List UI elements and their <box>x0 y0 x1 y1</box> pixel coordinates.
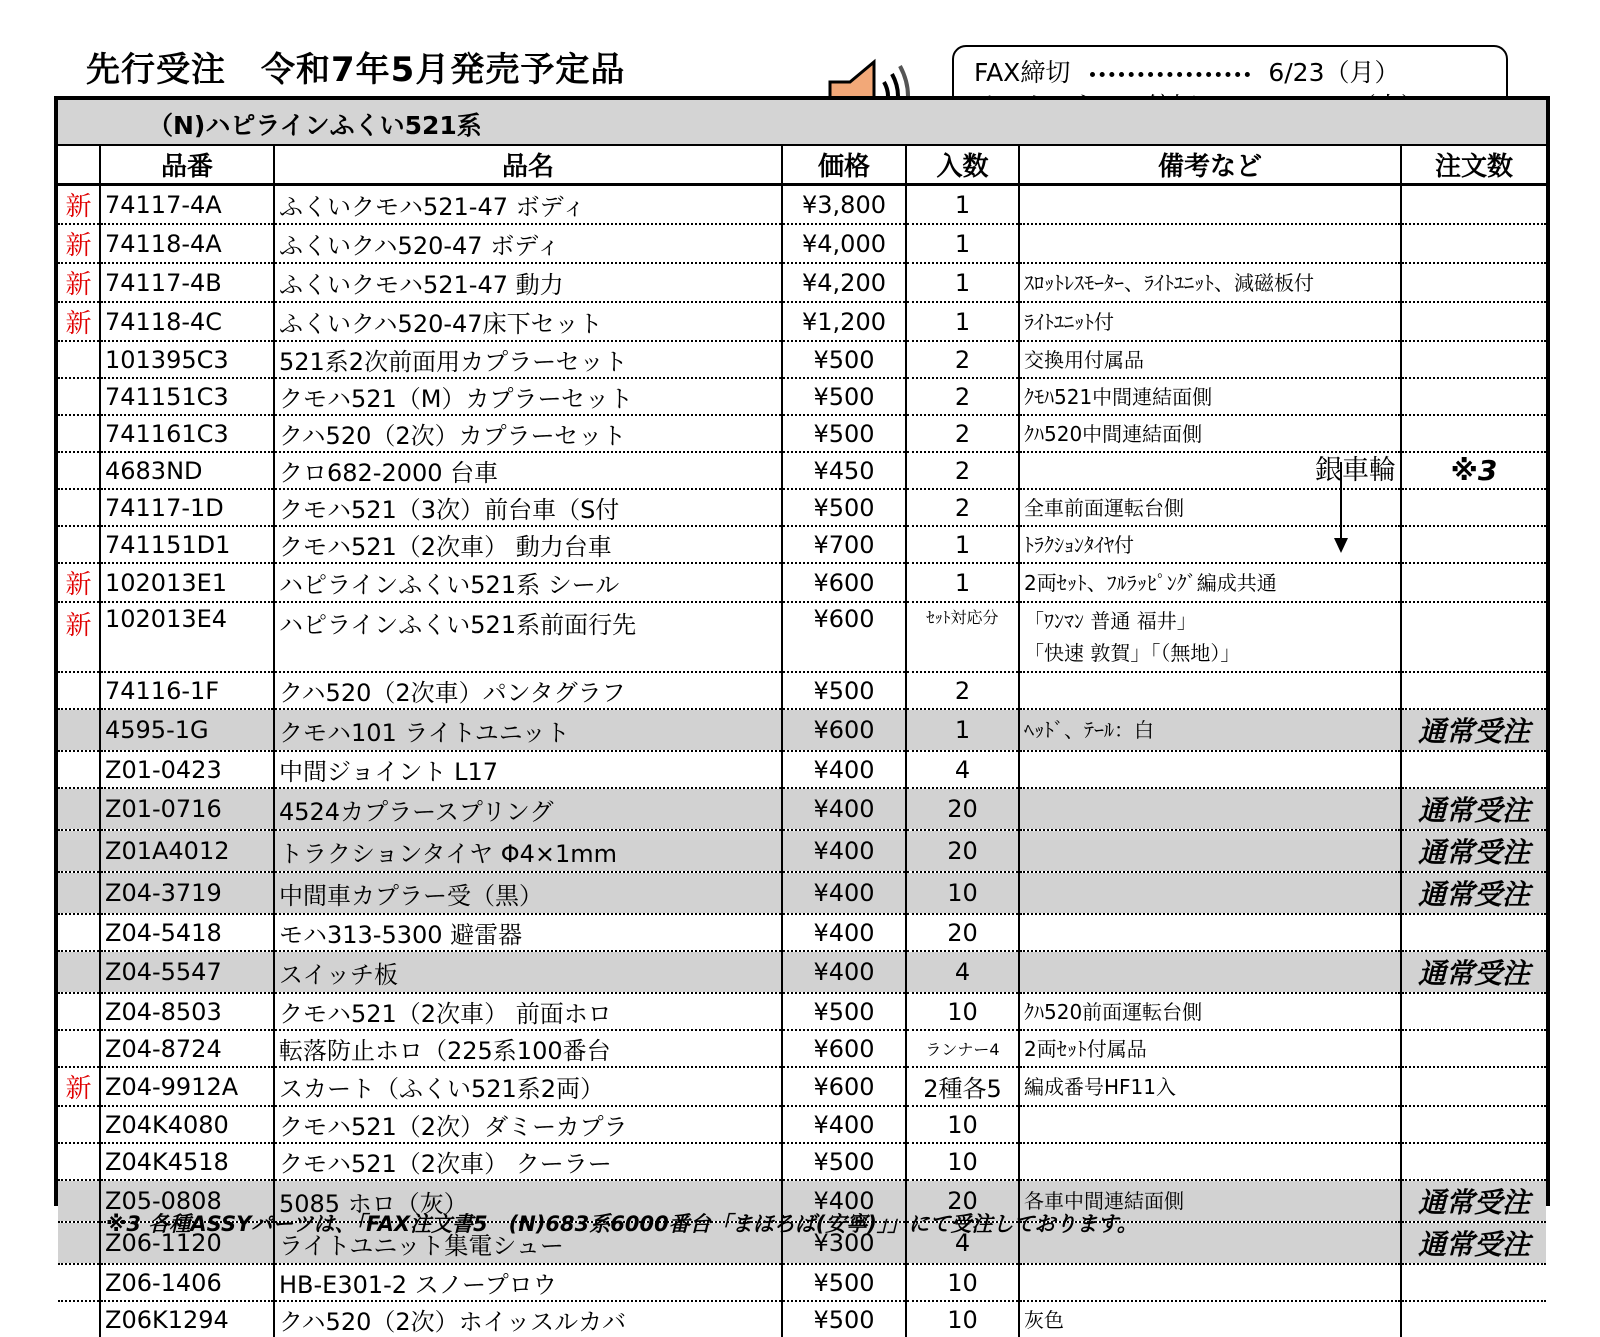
new-badge <box>58 830 100 872</box>
part-name: クモハ521（3次）前台車（S付 <box>274 489 782 526</box>
part-notes <box>1019 1264 1401 1301</box>
order-quantity-cell[interactable]: 通常受注 <box>1401 872 1546 914</box>
part-name: 中間車カプラー受（黒） <box>274 872 782 914</box>
part-notes <box>1019 602 1401 672</box>
part-name: クモハ521（2次車） 前面ホロ <box>274 993 782 1030</box>
part-code: 4683ND <box>100 452 274 489</box>
part-price: ¥300 <box>782 1222 906 1264</box>
order-quantity-cell[interactable] <box>1401 224 1546 263</box>
col-header-code: 品番 <box>100 146 274 185</box>
part-notes <box>1019 672 1401 709</box>
table-row <box>58 830 1546 872</box>
order-quantity-cell[interactable] <box>1401 1106 1546 1143</box>
part-code: 74118-4C <box>100 302 274 341</box>
order-quantity-cell[interactable] <box>1401 415 1546 452</box>
part-name: クモハ521（M）カプラーセット <box>274 378 782 415</box>
part-code: Z01A4012 <box>100 830 274 872</box>
part-qty: 2種各5 <box>906 1067 1019 1106</box>
fax-deadline <box>974 53 1399 89</box>
order-quantity-cell[interactable]: 通常受注 <box>1401 709 1546 751</box>
series-name: （N)ハピラインふくい521系 <box>148 111 482 140</box>
part-notes <box>1019 224 1401 263</box>
part-code: Z04-5418 <box>100 914 274 951</box>
col-header-price: 価格 <box>782 146 906 185</box>
part-code: Z05-0808 <box>100 1180 274 1222</box>
table-row <box>58 302 1546 341</box>
part-qty: 20 <box>906 914 1019 951</box>
order-quantity-cell[interactable]: 通常受注 <box>1401 1222 1546 1264</box>
table-row <box>58 914 1546 951</box>
note-line: 全車前面運転台側 <box>1024 495 1184 520</box>
part-price: ¥500 <box>782 489 906 526</box>
part-price: ¥400 <box>782 951 906 993</box>
part-name: トラクションタイヤ Φ4×1mm <box>274 830 782 872</box>
part-name: クロ682-2000 台車 <box>274 452 782 489</box>
new-badge: 新 <box>58 263 100 302</box>
part-name: クハ520（2次）ホイッスルカバ <box>274 1301 782 1337</box>
order-quantity-cell[interactable] <box>1401 263 1546 302</box>
new-badge <box>58 1222 100 1264</box>
new-badge <box>58 672 100 709</box>
new-badge <box>58 951 100 993</box>
order-quantity-cell[interactable] <box>1401 602 1546 672</box>
part-qty: 4 <box>906 1222 1019 1264</box>
part-qty: 1 <box>906 263 1019 302</box>
part-price: ¥400 <box>782 751 906 788</box>
part-code: Z01-0716 <box>100 788 274 830</box>
part-price: ¥600 <box>782 709 906 751</box>
order-quantity-cell[interactable] <box>1401 751 1546 788</box>
part-price: ¥400 <box>782 1180 906 1222</box>
footnote: ※3 各種ASSYパーツは、「FAX注文書5 (N)683系6000番台「まほろば(安寧)」」にて受注しております。 <box>106 1212 1138 1236</box>
part-price: ¥4,000 <box>782 224 906 263</box>
part-price: ¥400 <box>782 872 906 914</box>
part-code: Z04-9912A <box>100 1067 274 1106</box>
note-line: ﾄﾗｸｼｮﾝﾀｲﾔ付 <box>1024 532 1134 557</box>
part-code: Z06K1294 <box>100 1301 274 1337</box>
part-code: Z04-3719 <box>100 872 274 914</box>
order-quantity-cell[interactable] <box>1401 1067 1546 1106</box>
part-price: ¥500 <box>782 1301 906 1337</box>
table-row <box>58 993 1546 1030</box>
table-row <box>58 751 1546 788</box>
part-qty: 20 <box>906 830 1019 872</box>
part-qty: 1 <box>906 302 1019 341</box>
part-price: ¥400 <box>782 1106 906 1143</box>
new-badge: 新 <box>58 563 100 602</box>
part-notes <box>1019 1030 1401 1067</box>
part-name: ハピラインふくい521系 シール <box>274 563 782 602</box>
note-line: 編成番号HF11入 <box>1024 1074 1176 1099</box>
new-badge <box>58 993 100 1030</box>
part-code: Z04K4518 <box>100 1143 274 1180</box>
table-row <box>58 872 1546 914</box>
note-line: ｸﾊ520中間連結面側 <box>1024 421 1203 446</box>
table-row <box>58 1264 1546 1301</box>
new-badge: 新 <box>58 302 100 341</box>
part-price: ¥400 <box>782 830 906 872</box>
table-row <box>58 1106 1546 1143</box>
order-quantity-cell[interactable] <box>1401 341 1546 378</box>
part-qty: 2 <box>906 378 1019 415</box>
table-row <box>58 1301 1546 1337</box>
part-name: クハ520（2次）カプラーセット <box>274 415 782 452</box>
order-quantity-cell[interactable] <box>1401 489 1546 526</box>
new-badge <box>58 526 100 563</box>
new-badge <box>58 489 100 526</box>
part-price: ¥400 <box>782 914 906 951</box>
order-quantity-cell[interactable] <box>1401 185 1546 225</box>
part-price: ¥500 <box>782 993 906 1030</box>
table-header-row <box>58 146 1546 185</box>
part-notes <box>1019 830 1401 872</box>
note-line: 交換用付属品 <box>1024 347 1144 372</box>
part-notes <box>1019 302 1401 341</box>
part-notes <box>1019 951 1401 993</box>
new-badge <box>58 415 100 452</box>
part-notes <box>1019 263 1401 302</box>
part-notes <box>1019 1106 1401 1143</box>
part-notes <box>1019 1301 1401 1337</box>
new-badge <box>58 378 100 415</box>
new-badge <box>58 1030 100 1067</box>
col-header-order: 注文数 <box>1401 146 1546 185</box>
order-quantity-cell[interactable] <box>1401 672 1546 709</box>
new-badge <box>58 872 100 914</box>
table-row <box>58 489 1546 526</box>
part-code: 741151D1 <box>100 526 274 563</box>
part-code: 74117-4A <box>100 185 274 225</box>
order-quantity-cell[interactable]: 通常受注 <box>1401 951 1546 993</box>
order-quantity-cell[interactable]: 通常受注 <box>1401 788 1546 830</box>
part-price: ¥500 <box>782 378 906 415</box>
dotted-leader <box>1090 72 1250 77</box>
new-badge <box>58 341 100 378</box>
order-quantity-cell[interactable] <box>1401 1264 1546 1301</box>
col-header-notes: 備考など <box>1019 146 1401 185</box>
order-quantity-cell[interactable]: 通常受注 <box>1401 1180 1546 1222</box>
table-row <box>58 1143 1546 1180</box>
note-line: 2両ｾｯﾄ付属品 <box>1024 1036 1147 1061</box>
part-name: クハ520（2次車）パンタグラフ <box>274 672 782 709</box>
part-qty: ランナー4 <box>906 1030 1019 1067</box>
new-badge <box>58 914 100 951</box>
part-price: ¥500 <box>782 415 906 452</box>
part-price: ¥450 <box>782 452 906 489</box>
part-name: スカート（ふくい521系2両） <box>274 1067 782 1106</box>
part-name: ふくいクハ520-47床下セット <box>274 302 782 341</box>
new-badge: 新 <box>58 185 100 225</box>
note-line: ｸﾊ520前面運転台側 <box>1024 999 1203 1024</box>
part-price: ¥1,200 <box>782 302 906 341</box>
part-name: HB-E301-2 スノープロウ <box>274 1264 782 1301</box>
new-badge <box>58 1264 100 1301</box>
fax-deadline-date: 6/23（月） <box>1268 58 1400 87</box>
part-qty: 1 <box>906 709 1019 751</box>
page-title: 先行受注 令和7年5月発売予定品 <box>86 50 626 90</box>
table-row <box>58 672 1546 709</box>
part-code: 741151C3 <box>100 378 274 415</box>
part-qty: 10 <box>906 1106 1019 1143</box>
note-line: ﾍｯﾄﾞ、ﾃｰﾙ：白 <box>1024 718 1154 742</box>
new-badge <box>58 1301 100 1337</box>
new-badge <box>58 452 100 489</box>
part-price: ¥4,200 <box>782 263 906 302</box>
part-notes <box>1019 563 1401 602</box>
part-price: ¥600 <box>782 1067 906 1106</box>
part-qty: 1 <box>906 224 1019 263</box>
order-quantity-cell[interactable] <box>1401 914 1546 951</box>
part-qty: 20 <box>906 788 1019 830</box>
part-name: 521系2次前面用カプラーセット <box>274 341 782 378</box>
part-code: 741161C3 <box>100 415 274 452</box>
part-qty: ｾｯﾄ対応分 <box>906 602 1019 672</box>
table-row <box>58 224 1546 263</box>
order-quantity-cell[interactable] <box>1401 378 1546 415</box>
part-name: 4524カプラースプリング <box>274 788 782 830</box>
col-header-qty: 入数 <box>906 146 1019 185</box>
table-row <box>58 415 1546 452</box>
table-row <box>58 709 1546 751</box>
part-qty: 2 <box>906 672 1019 709</box>
part-name: 中間ジョイント L17 <box>274 751 782 788</box>
part-qty: 2 <box>906 489 1019 526</box>
col-header-new <box>58 146 100 185</box>
part-name: クモハ521（2次）ダミーカプラ <box>274 1106 782 1143</box>
fax-deadline-label: FAX締切 <box>974 58 1071 87</box>
part-notes <box>1019 914 1401 951</box>
part-code: 102013E4 <box>100 602 274 672</box>
order-quantity-cell[interactable]: ※3 <box>1401 452 1546 489</box>
order-quantity-cell[interactable] <box>1401 1301 1546 1337</box>
part-notes <box>1019 993 1401 1030</box>
order-quantity-cell[interactable] <box>1401 993 1546 1030</box>
part-qty: 20 <box>906 1180 1019 1222</box>
parts-table <box>58 146 1546 1337</box>
table-row <box>58 1067 1546 1106</box>
part-code: 74117-1D <box>100 489 274 526</box>
part-qty: 2 <box>906 415 1019 452</box>
part-name: 5085 ホロ（灰） <box>274 1180 782 1222</box>
part-code: Z06-1406 <box>100 1264 274 1301</box>
part-code: Z04-8503 <box>100 993 274 1030</box>
note-line: ﾗｲﾄﾕﾆｯﾄ付 <box>1024 309 1114 334</box>
table-row <box>58 563 1546 602</box>
table-row <box>58 1030 1546 1067</box>
table-row <box>58 341 1546 378</box>
note-line: 「快速 敦賀」「（無地）」 <box>1024 641 1241 665</box>
part-qty: 10 <box>906 1264 1019 1301</box>
part-name: ふくいクハ520-47 ボディ <box>274 224 782 263</box>
part-price: ¥600 <box>782 1030 906 1067</box>
table-row <box>58 526 1546 563</box>
table-row <box>58 951 1546 993</box>
part-price: ¥500 <box>782 1264 906 1301</box>
part-name: クモハ101 ライトユニット <box>274 709 782 751</box>
part-notes <box>1019 788 1401 830</box>
new-badge: 新 <box>58 1067 100 1106</box>
table-row <box>58 185 1546 225</box>
note-line: 灰色 <box>1024 1307 1064 1332</box>
part-notes <box>1019 341 1401 378</box>
part-code: Z04-5547 <box>100 951 274 993</box>
table-row <box>58 452 1546 489</box>
note-line: ｽﾛｯﾄﾚｽﾓｰﾀｰ、ﾗｲﾄﾕﾆｯﾄ、減磁板付 <box>1024 270 1314 295</box>
part-price: ¥3,800 <box>782 185 906 225</box>
part-qty: 1 <box>906 526 1019 563</box>
new-badge: 新 <box>58 224 100 263</box>
part-name: クモハ521（2次車） クーラー <box>274 1143 782 1180</box>
part-qty: 10 <box>906 993 1019 1030</box>
part-notes <box>1019 1067 1401 1106</box>
table-row <box>58 602 1546 672</box>
new-badge <box>58 788 100 830</box>
note-line: 「ﾜﾝﾏﾝ 普通 福井」 <box>1024 609 1197 633</box>
part-name: ライトユニット集電シュー <box>274 1222 782 1264</box>
new-badge <box>58 1106 100 1143</box>
order-quantity-cell[interactable] <box>1401 1030 1546 1067</box>
part-notes <box>1019 709 1401 751</box>
order-quantity-cell[interactable] <box>1401 1143 1546 1180</box>
part-qty: 10 <box>906 1143 1019 1180</box>
part-price: ¥600 <box>782 602 906 672</box>
part-name: ふくいクモハ521-47 ボディ <box>274 185 782 225</box>
part-price: ¥400 <box>782 788 906 830</box>
note-line: 各車中間連結面側 <box>1024 1189 1184 1213</box>
new-badge <box>58 1143 100 1180</box>
part-qty: 10 <box>906 1301 1019 1337</box>
order-quantity-cell[interactable] <box>1401 526 1546 563</box>
part-qty: 4 <box>906 751 1019 788</box>
part-notes <box>1019 872 1401 914</box>
table-row <box>58 378 1546 415</box>
part-name: スイッチ板 <box>274 951 782 993</box>
part-name: クモハ521（2次車） 動力台車 <box>274 526 782 563</box>
part-code: Z06-1120 <box>100 1222 274 1264</box>
order-quantity-cell[interactable] <box>1401 563 1546 602</box>
part-price: ¥600 <box>782 563 906 602</box>
series-header <box>58 100 1546 146</box>
part-qty: 4 <box>906 951 1019 993</box>
table-row <box>58 788 1546 830</box>
part-code: 74117-4B <box>100 263 274 302</box>
note-line: 2両ｾｯﾄ、ﾌﾙﾗｯﾋﾟﾝｸﾞ編成共通 <box>1024 570 1277 595</box>
down-arrow-icon <box>1333 462 1349 554</box>
part-notes <box>1019 378 1401 415</box>
part-code: 102013E1 <box>100 563 274 602</box>
new-badge <box>58 751 100 788</box>
part-code: 74116-1F <box>100 672 274 709</box>
new-badge <box>58 1180 100 1222</box>
part-code: 101395C3 <box>100 341 274 378</box>
part-price: ¥700 <box>782 526 906 563</box>
part-qty: 2 <box>906 452 1019 489</box>
order-quantity-cell[interactable]: 通常受注 <box>1401 830 1546 872</box>
part-notes <box>1019 415 1401 452</box>
note-line: 銀車輪 <box>1315 454 1396 486</box>
part-code: 74118-4A <box>100 224 274 263</box>
part-code: Z04K4080 <box>100 1106 274 1143</box>
part-notes <box>1019 1143 1401 1180</box>
part-notes <box>1019 185 1401 225</box>
col-header-name: 品名 <box>274 146 782 185</box>
part-name: ハピラインふくい521系前面行先 <box>274 602 782 672</box>
part-name: ふくいクモハ521-47 動力 <box>274 263 782 302</box>
part-qty: 1 <box>906 185 1019 225</box>
part-name: 転落防止ホロ（225系100番台 <box>274 1030 782 1067</box>
part-code: Z01-0423 <box>100 751 274 788</box>
new-badge <box>58 709 100 751</box>
part-notes <box>1019 751 1401 788</box>
part-price: ¥500 <box>782 1143 906 1180</box>
part-qty: 10 <box>906 872 1019 914</box>
order-quantity-cell[interactable] <box>1401 302 1546 341</box>
part-price: ¥500 <box>782 672 906 709</box>
note-line: ｸﾓﾊ521中間連結面側 <box>1024 384 1213 409</box>
part-name: モハ313-5300 避雷器 <box>274 914 782 951</box>
part-price: ¥500 <box>782 341 906 378</box>
new-badge: 新 <box>58 602 100 672</box>
part-qty: 2 <box>906 341 1019 378</box>
part-code: Z04-8724 <box>100 1030 274 1067</box>
part-code: 4595-1G <box>100 709 274 751</box>
part-qty: 1 <box>906 563 1019 602</box>
table-row <box>58 263 1546 302</box>
